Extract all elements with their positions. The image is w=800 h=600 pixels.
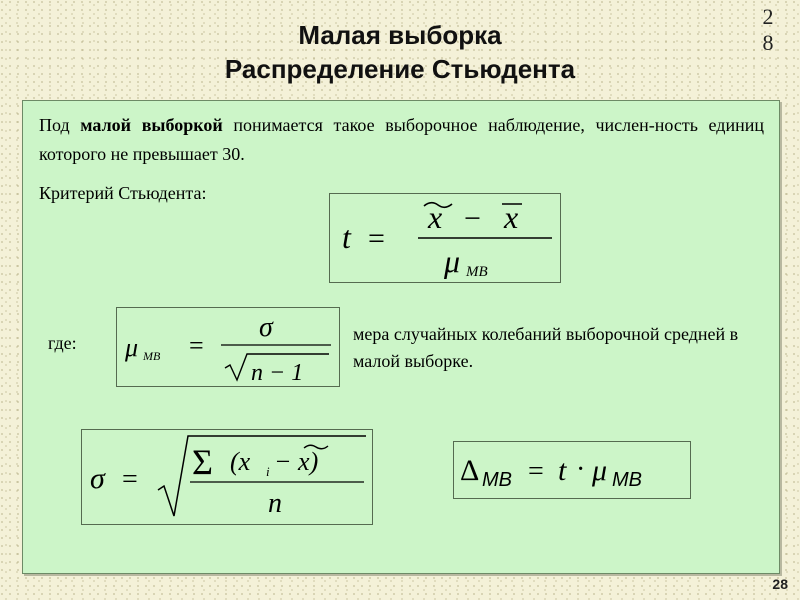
intro-suffix: понимается такое выборочное наблюдение, числен-ность единиц которого не превышает 30. (39, 115, 764, 164)
mu-formula-lhs-sub: МВ (143, 349, 161, 363)
mu-formula-lhs: μ (125, 333, 139, 362)
delta-formula-t: t (558, 454, 567, 487)
mu-formula-eq: = (189, 331, 204, 360)
t-formula-box (329, 193, 561, 283)
sigma-formula-box (81, 429, 373, 525)
explanation-text: мера случайных колебаний выборочной средней в малой выборке. (353, 324, 739, 371)
delta-formula-dot: · (576, 454, 586, 485)
t-formula-num-a: x (428, 199, 443, 235)
title-line-2: Распределение Стьюдента (224, 54, 576, 84)
delta-formula-lhs-sub: MB (482, 469, 512, 491)
intro-prefix: Под (39, 115, 81, 135)
t-formula-lhs: t (342, 219, 351, 255)
sigma-formula-den: n (268, 488, 282, 519)
mu-formula-num: σ (259, 312, 273, 343)
delta-formula (454, 442, 690, 498)
sigma-formula-eq: = (122, 464, 138, 495)
mu-formula-box (116, 307, 340, 387)
sigma-formula (82, 430, 372, 524)
delta-formula-eq: = (528, 456, 544, 487)
slide-number-digit-2: 8 (762, 30, 774, 55)
t-formula-den-sub: МВ (466, 264, 488, 280)
delta-formula-mu: μ (592, 454, 608, 487)
t-formula (330, 194, 560, 282)
t-formula-minus: − (464, 202, 481, 235)
intro-paragraph (39, 111, 764, 169)
t-formula-eq: = (368, 222, 385, 255)
sigma-formula-lhs: σ (90, 462, 105, 495)
sigma-formula-num-rest: − x) (274, 447, 319, 476)
delta-formula-mu-sub: MB (612, 469, 642, 491)
sigma-formula-num: (x (230, 447, 251, 476)
delta-formula-lhs: Δ (460, 454, 480, 487)
where-label: где: (48, 333, 77, 353)
content-box (22, 100, 780, 574)
slide-title (0, 18, 800, 86)
mu-formula (117, 308, 339, 386)
slide-number-digit-1: 2 (762, 4, 774, 29)
sum-sign: Σ (192, 442, 213, 482)
intro-bold-term: малой выборкой (80, 115, 223, 135)
t-formula-den: μ (444, 243, 461, 279)
sigma-formula-num-sub: i (266, 464, 270, 479)
delta-formula-box (453, 441, 691, 499)
mu-formula-den: n − 1 (251, 360, 304, 386)
t-formula-num-b: x (504, 199, 519, 235)
criterion-label: Критерий Стьюдента: (39, 183, 207, 203)
title-line-1: Малая выборка (298, 20, 502, 50)
slide-number-bottom: 28 (772, 576, 788, 592)
sqrt-sign-large (158, 436, 366, 516)
